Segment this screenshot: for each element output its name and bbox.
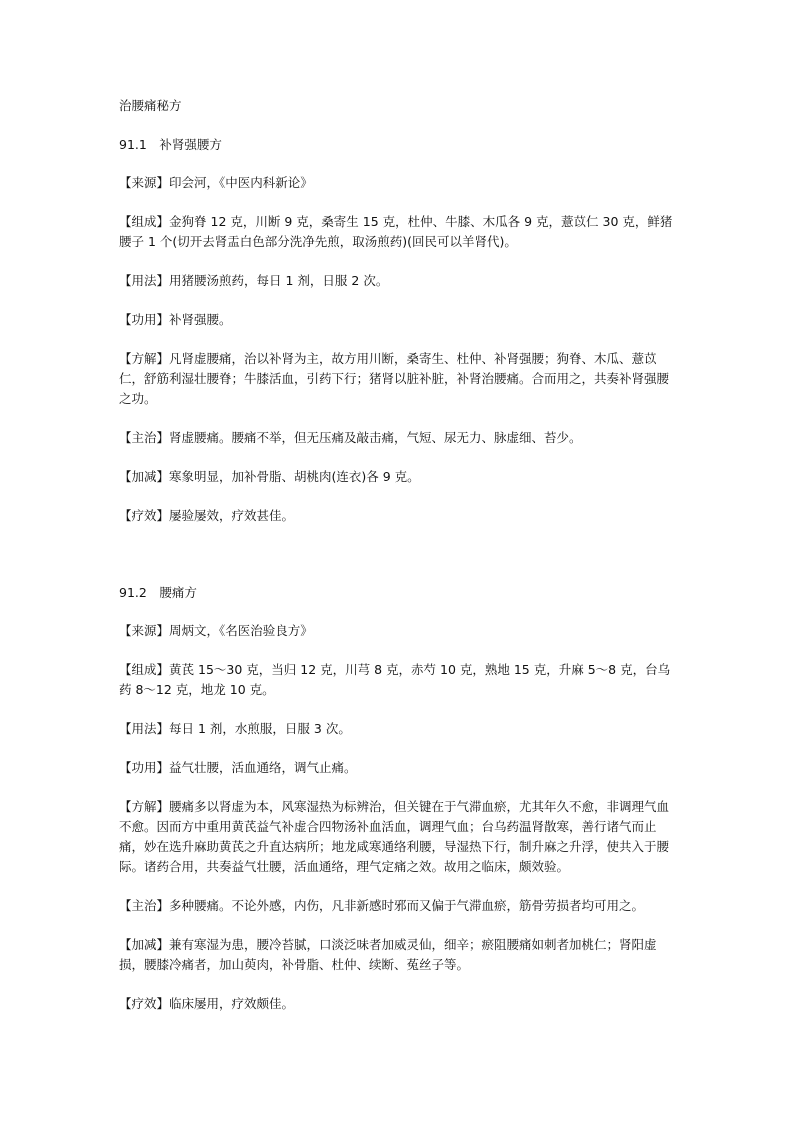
label: 【加减】 bbox=[119, 469, 170, 484]
paragraph-explanation bbox=[119, 349, 677, 409]
paragraph-function bbox=[119, 758, 677, 778]
section-spacer bbox=[119, 545, 677, 583]
section-heading: 91.2 腰痛方 bbox=[119, 585, 197, 600]
label: 【方解】 bbox=[119, 799, 170, 814]
text: 肾虚腰痛。腰痛不举，但无压痛及敲击痛，气短、尿无力、脉虚细、苔少。 bbox=[169, 430, 582, 445]
label: 【主治】 bbox=[119, 898, 170, 913]
paragraph-usage bbox=[119, 719, 677, 739]
paragraph-function bbox=[119, 310, 677, 330]
label: 【组成】 bbox=[119, 662, 170, 677]
paragraph-source bbox=[119, 621, 677, 641]
label: 【组成】 bbox=[119, 214, 170, 229]
text: 印会河，《中医内科新论》 bbox=[169, 175, 313, 190]
text: 益气壮腰，活血通络，调气止痛。 bbox=[169, 760, 357, 775]
text: 凡肾虚腰痛，治以补肾为主，故方用川断，桑寄生、杜仲、补肾强腰；狗脊、木瓜、薏苡仁，舒筋利湿壮腰脊；牛膝活血，引药下行；猪肾以脏补脏，补肾治腰痛。合而用之，共奏补肾强腰之功。 bbox=[119, 351, 670, 406]
label: 【来源】 bbox=[119, 623, 170, 638]
section-2 bbox=[119, 583, 677, 1014]
label: 【方解】 bbox=[119, 351, 170, 366]
text: 补肾强腰。 bbox=[169, 312, 232, 327]
text: 每日 1 剂，水煎服，日服 3 次。 bbox=[169, 721, 351, 736]
paragraph-efficacy bbox=[119, 994, 677, 1014]
paragraph-indication bbox=[119, 896, 677, 916]
document-title: 治腰痛秘方 bbox=[119, 98, 182, 113]
text: 黄芪 15～30 克，当归 12 克，川芎 8 克，赤芍 10 克，熟地 15 克，升麻 5～8 克，台乌药 8～12 克，地龙 10 克。 bbox=[119, 662, 671, 697]
paragraph-modification bbox=[119, 467, 677, 487]
text: 腰痛多以肾虚为本，风寒湿热为标辨治，但关键在于气滞血瘀，尤其年久不愈，非调理气血不愈。因而方中重用黄芪益气补虚合四物汤补血活血，调理气血；台乌药温肾散寒，善行诸气而止痛，妙在选升麻助黄芪之升直达病所；地龙咸寒通络利腰，导湿热下行，制升麻之升浮，使共入于腰际。诸药合用，共奏益气壮腰，活血通络，理气定痛之效。故用之临床，颇效验。 bbox=[119, 799, 670, 874]
text: 用猪腰汤煎药，每日 1 剂，日服 2 次。 bbox=[169, 273, 389, 288]
text: 寒象明显，加补骨脂、胡桃肉(连衣)各 9 克。 bbox=[169, 469, 420, 484]
label: 【功用】 bbox=[119, 312, 170, 327]
paragraph-composition bbox=[119, 660, 677, 700]
paragraph-source bbox=[119, 173, 677, 193]
paragraph-composition bbox=[119, 212, 677, 252]
paragraph-efficacy bbox=[119, 506, 677, 526]
text: 临床屡用，疗效颇佳。 bbox=[169, 996, 295, 1011]
paragraph-indication bbox=[119, 428, 677, 448]
document-page bbox=[119, 96, 677, 1033]
label: 【疗效】 bbox=[119, 996, 170, 1011]
paragraph-usage bbox=[119, 271, 677, 291]
text: 周炳文，《名医治验良方》 bbox=[169, 623, 313, 638]
label: 【功用】 bbox=[119, 760, 170, 775]
section-1 bbox=[119, 135, 677, 526]
paragraph-modification bbox=[119, 935, 677, 975]
label: 【来源】 bbox=[119, 175, 170, 190]
section-heading: 91.1 补肾强腰方 bbox=[119, 137, 222, 152]
label: 【加减】 bbox=[119, 937, 170, 952]
paragraph-explanation bbox=[119, 797, 677, 877]
label: 【用法】 bbox=[119, 273, 170, 288]
text: 屡验屡效，疗效甚佳。 bbox=[169, 508, 295, 523]
text: 兼有寒湿为患，腰冷苔腻，口淡泛味者加威灵仙，细辛；瘀阻腰痛如刺者加桃仁；肾阳虚损，腰膝冷痛者，加山萸肉，补骨脂、杜仲、续断、菟丝子等。 bbox=[119, 937, 657, 972]
label: 【疗效】 bbox=[119, 508, 170, 523]
text: 金狗脊 12 克，川断 9 克，桑寄生 15 克，杜仲、牛膝、木瓜各 9 克，薏苡仁 30 克，鲜猪腰子 1 个(切开去肾盂白色部分洗净先煎，取汤煎药)(回民可以羊肾代)。 bbox=[119, 214, 673, 249]
text: 多种腰痛。不论外感，内伤，凡非新感时邪而又偏于气滞血瘀，筋骨劳损者均可用之。 bbox=[169, 898, 645, 913]
label: 【用法】 bbox=[119, 721, 170, 736]
label: 【主治】 bbox=[119, 430, 170, 445]
